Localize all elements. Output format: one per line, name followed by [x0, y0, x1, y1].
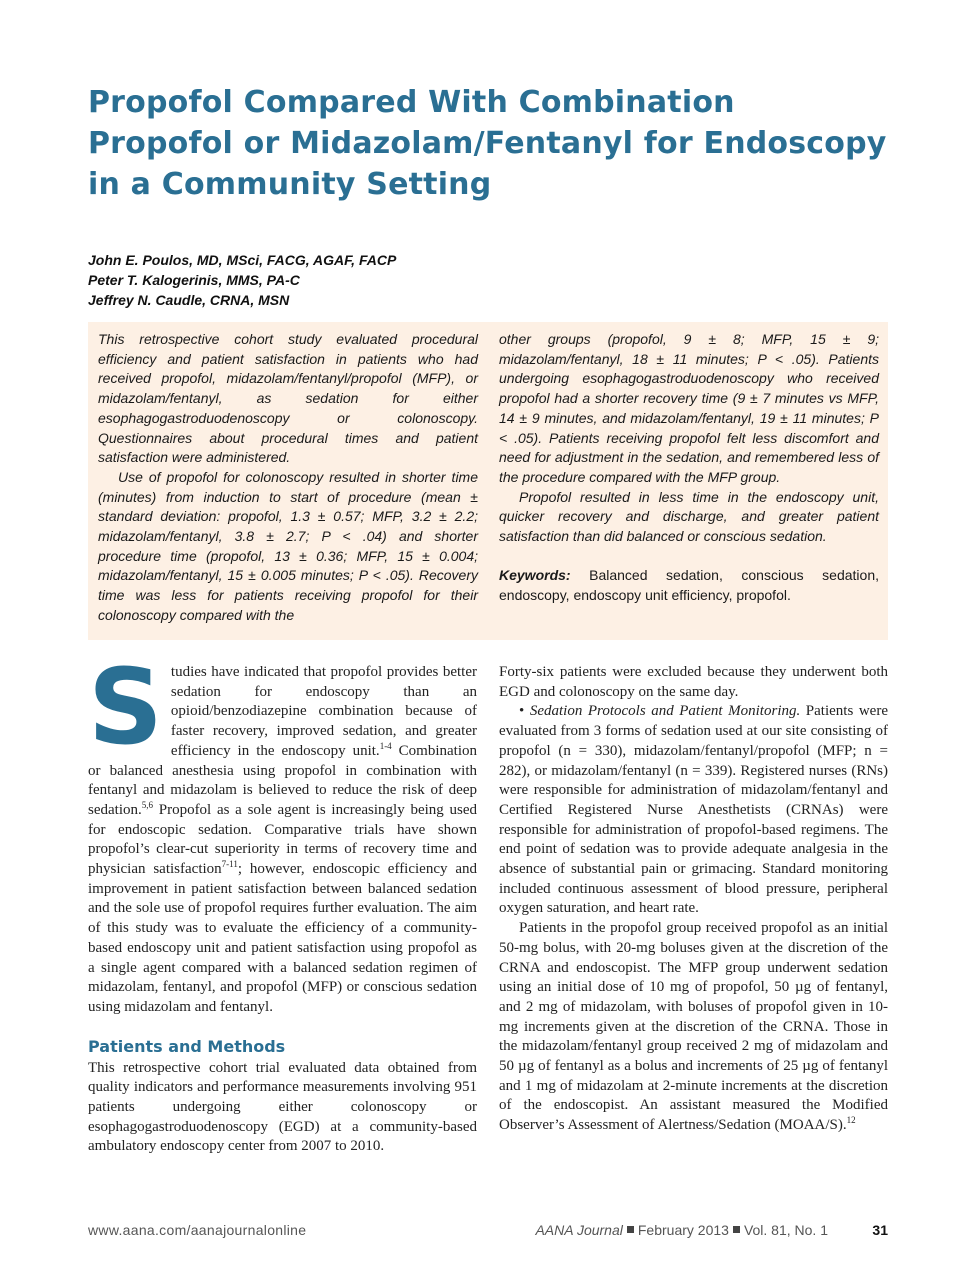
- author-list: [88, 250, 396, 310]
- intro-text: tudies have indicated that propofol provides better sedation for endoscopy than an opioid/benzodiazepine combination because of faster recovery, improved sedation, and greater efficiency in the endoscopy unit.: [170, 664, 477, 759]
- run-in-heading: Sedation Protocols and Patient Monitoring.: [529, 703, 801, 720]
- intro-text: Propofol as a sole agent is increasingly being used for endoscopic sedation. Comparative trials have shown propofol’s clear-cut superiority in terms of recovery time and physician satisfaction: [88, 801, 477, 878]
- intro-text: Combination or balanced anesthesia using propofol in combination with fentanyl and midazolam is believed to reduce the risk of deep sedation.: [88, 742, 477, 818]
- methods-text: Patients in the propofol group received propofol as an initial 50-mg bolus, with 20-mg boluses given at the discretion of the CRNA and endoscopist. The MFP group underwent sedation using an initial dose of 10 mg of propofol, 50 µg of fentanyl, and 2 mg of midazolam, with boluses of propofol given in 10-mg increments given at the discretion of the CRNA. Those in the midazolam/fentanyl group received 2 mg of midazolam and 50 µg of fentanyl as a bolus and increments of 25 µg of fentanyl and 1 mg of midazolam at 2-minute increments at the discretion of the endoscopist. An assistant measured the Modified Observer’s Assessment of Alertness/Sedation (MOAA/S).: [499, 920, 888, 1134]
- keywords-label: Keywords:: [499, 567, 571, 584]
- intro-paragraph: [88, 646, 477, 1018]
- citation: 5,6: [141, 799, 153, 810]
- citation: 12: [846, 1115, 856, 1126]
- methods-paragraph: [499, 702, 888, 919]
- abstract-column-right: [499, 330, 879, 606]
- separator-icon: [627, 1226, 634, 1233]
- drop-cap: S: [88, 646, 163, 768]
- abstract-paragraph: other groups (propofol, 9 ± 8; MFP, 15 ± 9; midazolam/fentanyl, 18 ± 11 minutes; P < .05). Patients undergoing esophagogastroduodenoscopy who received propofol had a shorter recovery time (9 ± 7 minutes vs MFP, 14 ± 9 minutes, and midazolam/fentanyl, 19 ± 11 minutes; P < .05). Patients receiving propofol felt less discomfort and need for adjustment in the sedation, and remembered less of the procedure compared with the MFP group.: [499, 331, 879, 485]
- article-title: Propofol Compared With Combination Propofol or Midazolam/Fentanyl for Endoscopy in a Community Setting: [88, 85, 887, 202]
- abstract: [88, 322, 888, 640]
- section-heading: Patients and Methods: [88, 1036, 286, 1056]
- page-number: 31: [872, 1222, 888, 1238]
- body-column-left: [88, 646, 477, 1157]
- methods-paragraph: [499, 919, 888, 1136]
- body-column-right: [499, 663, 888, 1136]
- author: Peter T. Kalogerinis, MMS, PA-C: [88, 272, 300, 288]
- journal-info: [535, 1222, 828, 1238]
- abstract-paragraph: Propofol resulted in less time in the endoscopy unit, quicker recovery and discharge, and greater patient satisfaction than did balanced or conscious sedation.: [499, 488, 879, 545]
- page-footer: [88, 1222, 888, 1242]
- journal-name: AANA Journal: [535, 1222, 623, 1238]
- methods-paragraph: Forty-six patients were excluded because they underwent both EGD and colonoscopy on the same day.: [499, 664, 888, 700]
- bullet-icon: •: [519, 703, 525, 720]
- issue-date: February 2013: [637, 1222, 729, 1238]
- keywords-list: Balanced sedation, conscious sedation, endoscopy, endoscopy unit efficiency, propofol.: [499, 567, 880, 604]
- methods-text: Patients were evaluated from 3 forms of sedation used at our site consisting of propofol (n = 330), midazolam/fentanyl/propofol (MFP; n = 282), or midazolam/fentanyl (n = 339). Registered nurses (RNs) were responsible for administration of midazolam/fentanyl and Certified Registered Nurse Anesthetists (CRNAs) were responsible for administration of propofol-based regimens. The end point of sedation was to provide adequate analgesia in the absence of substantial pain or grimacing. Standard monitoring included continuous assessment of blood pressure, peripheral oxygen saturation, and heart rate.: [499, 703, 888, 917]
- keywords: [499, 566, 879, 605]
- abstract-paragraph: Use of propofol for colonoscopy resulted in shorter time (minutes) from induction to start of procedure (mean ± standard deviation: propofol, 1.3 ± 0.57; MFP, 3.2 ± 2.2; midazolam/fentanyl, 3.8 ± 2.7; P < .04) and shorter procedure time (propofol, 13 ± 0.36; MFP, 15 ± 0.004; midazolam/fentanyl, 15 ± 0.005 minutes; P < .05). Recovery time was less for patients receiving propofol for their colonoscopy compared with the: [98, 468, 478, 623]
- author: John E. Poulos, MD, MSci, FACG, AGAF, FACP: [88, 252, 397, 268]
- methods-paragraph: This retrospective cohort trial evaluated data obtained from quality indicators and performance measurements involving 951 patients undergoing either colonoscopy or esophagogastroduodenoscopy (EGD) at a community-based ambulatory endoscopy center from 2007 to 2010.: [88, 1059, 477, 1155]
- citation: 1-4: [379, 740, 392, 751]
- citation: 7-11: [221, 859, 238, 870]
- intro-text: ; however, endoscopic efficiency and improvement in patient satisfaction between balanced sedation and the sole use of propofol requires further evaluation. The aim of this study was to evaluate the efficiency of a community-based endoscopy unit and patient satisfaction using propofol as a single agent compared with a balanced sedation regimen of midazolam, fentanyl, and propofol (MFP) or conscious sedation using midazolam and fentanyl.: [88, 861, 477, 1015]
- abstract-paragraph: This retrospective cohort study evaluated procedural efficiency and patient satisfaction in patients who had received propofol, midazolam/fentanyl/propofol (MFP), or midazolam/fentanyl, as sedation for either esophagogastroduodenoscopy or colonoscopy. Questionnaires about procedural times and patient satisfaction were administered.: [98, 331, 478, 466]
- author: Jeffrey N. Caudle, CRNA, MSN: [88, 292, 290, 308]
- journal-url: www.aana.com/aanajournalonline: [88, 1222, 307, 1238]
- separator-icon: [733, 1226, 740, 1233]
- volume: Vol. 81, No. 1: [743, 1222, 828, 1238]
- abstract-column-left: [98, 330, 478, 626]
